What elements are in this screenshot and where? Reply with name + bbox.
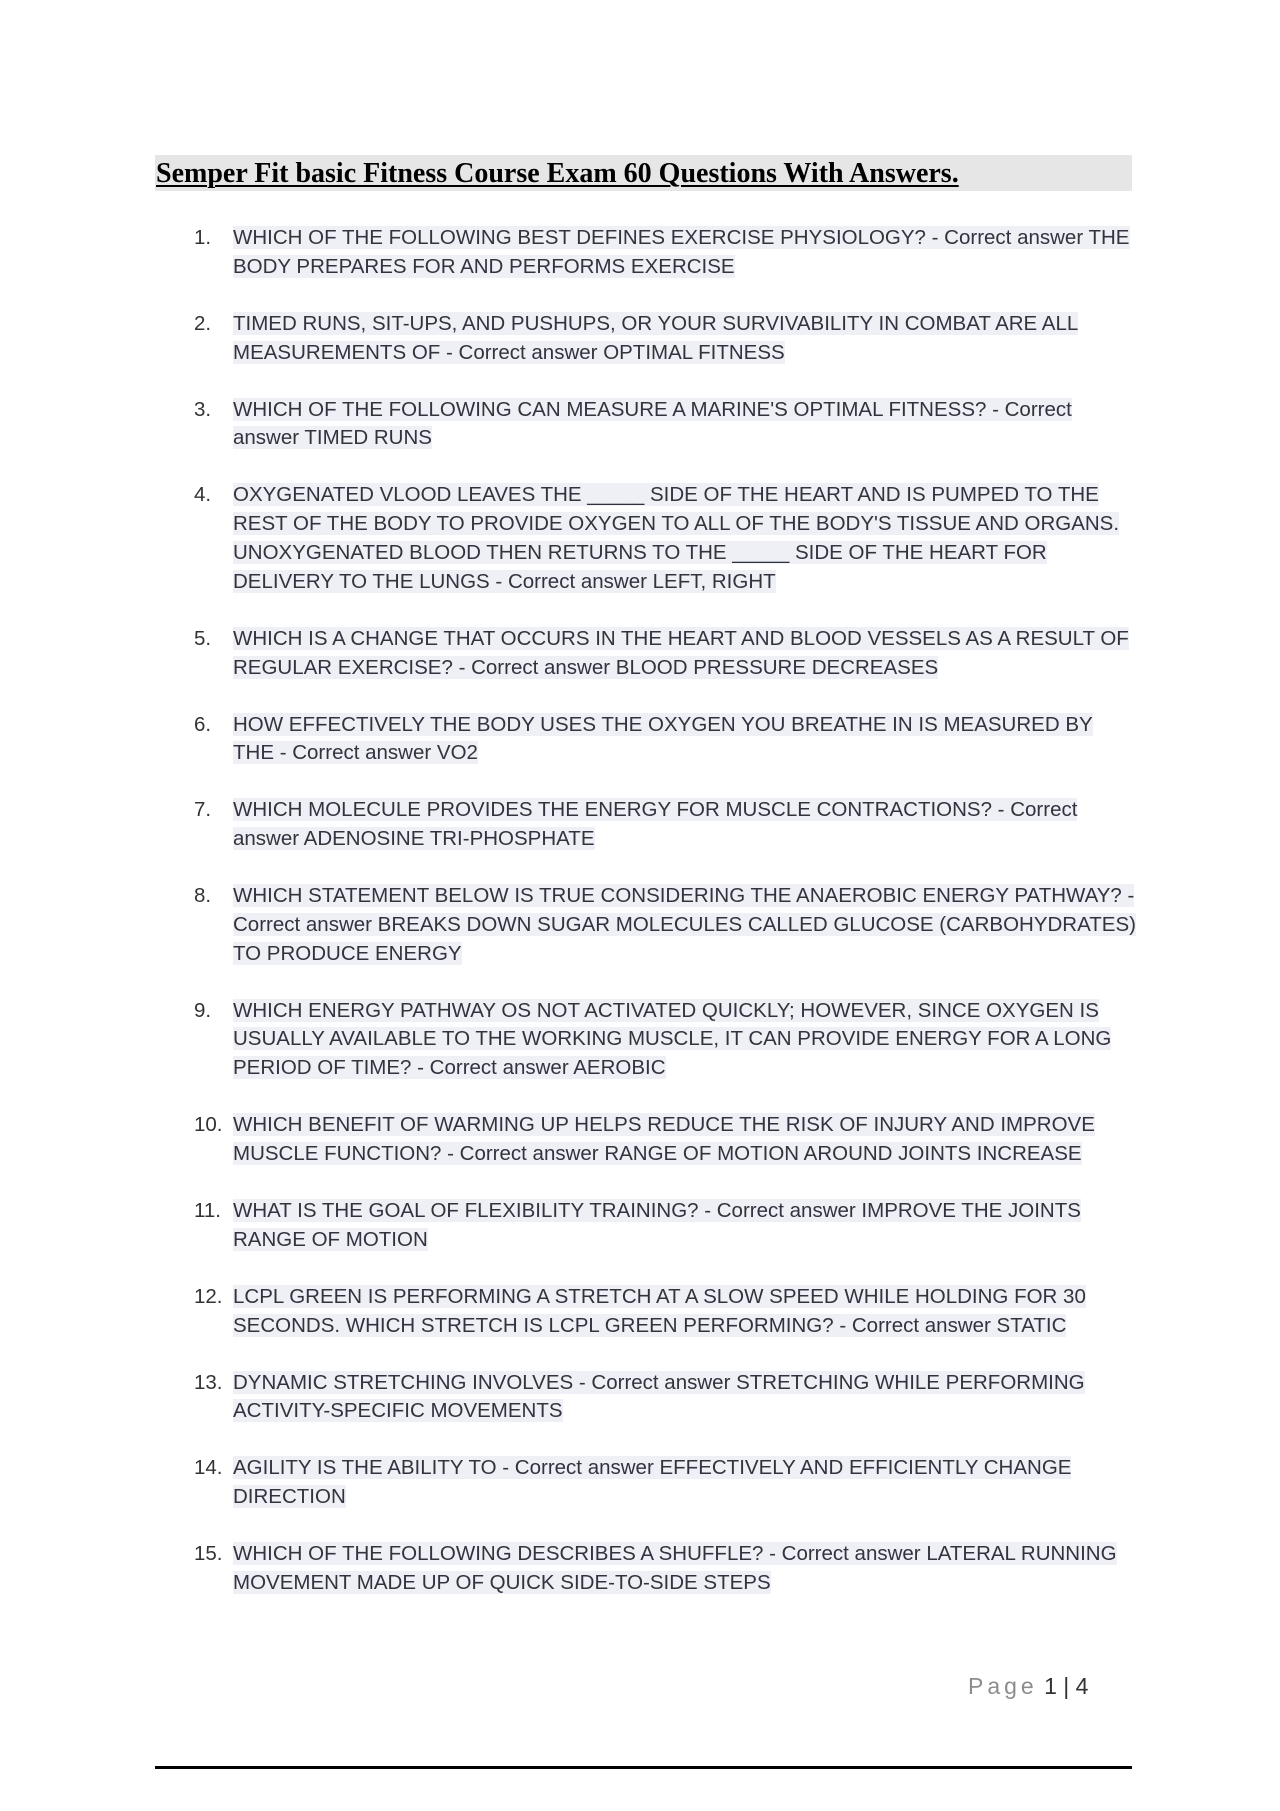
page-number-current: 1: [1044, 1673, 1057, 1699]
question-number: 8.: [194, 884, 212, 908]
question-number: 9.: [194, 998, 212, 1022]
question-text-content: LCPL GREEN IS PERFORMING A STRETCH AT A SLOW SPEED WHILE HOLDING FOR 30 SECONDS. WHICH STRETCH IS LCPL GREEN PERFORMING? - Correct answer STATIC: [233, 1284, 1086, 1337]
question-item: [0, 396, 1280, 454]
question-item: [0, 882, 1280, 968]
question-text: [233, 481, 1138, 596]
question-text-content: WHICH OF THE FOLLOWING CAN MEASURE A MARINE'S OPTIMAL FITNESS? - Correct answer TIMED RUNS: [233, 397, 1072, 450]
question-text: [233, 1283, 1138, 1341]
question-text: [233, 1454, 1138, 1512]
question-item: [0, 481, 1280, 596]
question-text-content: HOW EFFECTIVELY THE BODY USES THE OXYGEN YOU BREATHE IN IS MEASURED BY THE - Correct answer VO2: [233, 712, 1093, 765]
page-number-label: Page: [968, 1673, 1038, 1699]
question-text: [233, 997, 1138, 1083]
question-number: 10.: [194, 1113, 223, 1137]
question-item: [0, 1369, 1280, 1427]
question-item: [0, 625, 1280, 683]
question-text-content: DYNAMIC STRETCHING INVOLVES - Correct answer STRETCHING WHILE PERFORMING ACTIVITY-SPECIFIC MOVEMENTS: [233, 1370, 1085, 1423]
question-text: [233, 1111, 1138, 1169]
question-text: [233, 882, 1138, 968]
question-text-content: WHAT IS THE GOAL OF FLEXIBILITY TRAINING? - Correct answer IMPROVE THE JOINTS RANGE OF MOTION: [233, 1199, 1081, 1251]
page-number: [968, 1671, 1088, 1701]
question-text-content: AGILITY IS THE ABILITY TO - Correct answer EFFECTIVELY AND EFFICIENTLY CHANGE DIRECTION: [233, 1456, 1072, 1509]
question-number: 15.: [194, 1542, 223, 1566]
question-item: [0, 1197, 1280, 1255]
question-number: 5.: [194, 626, 212, 650]
question-number: 1.: [194, 226, 212, 249]
question-item: [0, 1454, 1280, 1512]
question-item: [0, 1540, 1280, 1598]
question-text-content: WHICH ENERGY PATHWAY OS NOT ACTIVATED QUICKLY; HOWEVER, SINCE OXYGEN IS USUALLY AVAILABLE TO THE WORKING MUSCLE, IT CAN PROVIDE ENERGY FOR A LONG PERIOD OF TIME? - Correct answer AEROBIC: [233, 998, 1112, 1080]
question-item: [0, 310, 1280, 368]
question-text: [233, 796, 1138, 854]
question-number: 4.: [194, 483, 212, 507]
question-text: [233, 396, 1138, 454]
question-text: [233, 310, 1138, 368]
document-title: Semper Fit basic Fitness Course Exam 60 Questions With Answers.: [156, 158, 959, 189]
footer-divider: [155, 1766, 1132, 1769]
question-number: 3.: [194, 397, 212, 421]
question-number: 13.: [194, 1370, 223, 1394]
question-item: [0, 997, 1280, 1083]
question-list: [0, 224, 1280, 1626]
question-text-content: OXYGENATED VLOOD LEAVES THE _____ SIDE OF THE HEART AND IS PUMPED TO THE REST OF THE BODY TO PROVIDE OXYGEN TO ALL OF THE BODY'S TISSUE AND ORGANS. UNOXYGENATED BLOOD THEN RETURNS TO THE _____ SIDE OF THE HEART FOR DELIVERY TO THE LUNGS - Correct answer LEFT, RIGHT: [233, 483, 1120, 593]
question-text: [233, 625, 1138, 683]
question-text-content: WHICH OF THE FOLLOWING BEST DEFINES EXERCISE PHYSIOLOGY? - Correct answer THE BODY PREPARES FOR AND PERFORMS EXERCISE: [233, 226, 1130, 278]
question-number: 2.: [194, 311, 212, 335]
question-item: [0, 796, 1280, 854]
question-item: [0, 1283, 1280, 1341]
page-number-total: 4: [1075, 1673, 1089, 1699]
question-text-content: TIMED RUNS, SIT-UPS, AND PUSHUPS, OR YOUR SURVIVABILITY IN COMBAT ARE ALL MEASUREMENTS OF - Correct answer OPTIMAL FITNESS: [233, 311, 1079, 364]
question-text-content: WHICH MOLECULE PROVIDES THE ENERGY FOR MUSCLE CONTRACTIONS? - Correct answer ADENOSINE TRI-PHOSPHATE: [233, 798, 1078, 851]
question-item: [0, 711, 1280, 769]
question-item: [0, 224, 1280, 282]
question-text: [233, 711, 1138, 769]
question-text-content: WHICH BENEFIT OF WARMING UP HELPS REDUCE THE RISK OF INJURY AND IMPROVE MUSCLE FUNCTION? - Correct answer RANGE OF MOTION AROUND JOINTS INCREASE: [233, 1113, 1095, 1166]
question-number: 6.: [194, 712, 212, 736]
question-item: [0, 1111, 1280, 1169]
question-text-content: WHICH OF THE FOLLOWING DESCRIBES A SHUFFLE? - Correct answer LATERAL RUNNING MOVEMENT MADE UP OF QUICK SIDE-TO-SIDE STEPS: [233, 1542, 1117, 1594]
question-text: [233, 224, 1138, 282]
question-text-content: WHICH IS A CHANGE THAT OCCURS IN THE HEART AND BLOOD VESSELS AS A RESULT OF REGULAR EXERCISE? - Correct answer BLOOD PRESSURE DECREASES: [233, 626, 1129, 679]
question-number: 11.: [194, 1199, 221, 1222]
question-number: 12.: [194, 1284, 223, 1308]
question-number: 7.: [194, 798, 212, 822]
page-number-separator: |: [1063, 1673, 1070, 1699]
question-text: [233, 1369, 1138, 1427]
question-number: 14.: [194, 1456, 223, 1480]
question-text: [233, 1540, 1138, 1598]
question-text: [233, 1197, 1138, 1255]
question-text-content: WHICH STATEMENT BELOW IS TRUE CONSIDERING THE ANAEROBIC ENERGY PATHWAY? - Correct answer BREAKS DOWN SUGAR MOLECULES CALLED GLUCOSE (CARBOHYDRATES) TO PRODUCE ENERGY: [233, 884, 1136, 965]
